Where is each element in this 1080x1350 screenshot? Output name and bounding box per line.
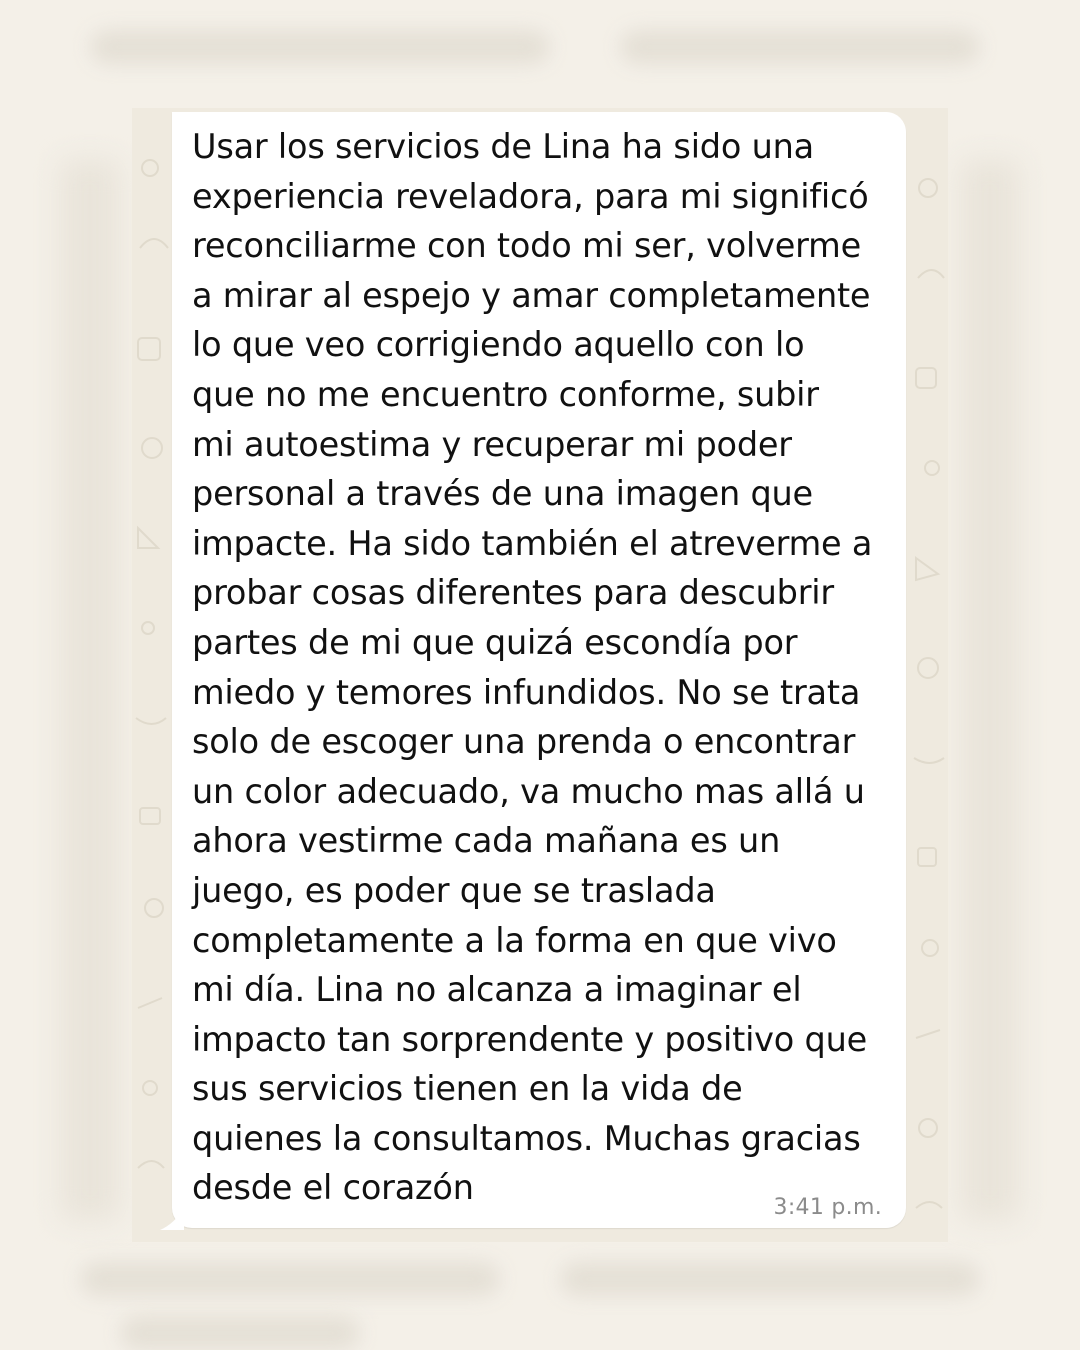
message-line: partes de mi que quizá escondía por <box>192 622 798 662</box>
message-line: impacto tan sorprendente y positivo que <box>192 1019 868 1059</box>
message-line: juego, es poder que se traslada <box>192 870 716 910</box>
message-line: ahora vestirme cada mañana es un <box>192 821 781 861</box>
blurred-background <box>90 30 550 64</box>
blurred-background <box>960 160 1020 1220</box>
message-line: miedo y temores infundidos. No se trata <box>192 672 861 712</box>
message-line: Usar los servicios de Lina ha sido una <box>192 127 814 166</box>
message-line: experiencia reveladora, para mi significó <box>192 176 869 216</box>
blurred-background <box>60 160 120 1220</box>
blurred-background <box>120 1316 360 1350</box>
bubble-tail <box>160 1208 184 1230</box>
message-line: quienes la consultamos. Muchas gracias <box>192 1118 861 1158</box>
message-line: reconciliarme con todo mi ser, volverme <box>192 226 861 266</box>
chat-panel <box>132 108 948 1242</box>
message-line: solo de escoger una prenda o encontrar <box>192 722 856 762</box>
message-line: completamente a la forma en que vivo <box>192 920 837 960</box>
message-line: desde el corazón <box>192 1168 474 1208</box>
message-line: probar cosas diferentes para descubrir <box>192 573 834 613</box>
blurred-background <box>80 1262 500 1296</box>
blurred-background <box>620 30 980 64</box>
message-line: un color adecuado, va mucho mas allá u <box>192 771 865 811</box>
message-line: lo que veo corrigiendo aquello con lo <box>192 325 805 365</box>
message-line: sus servicios tienen en la vida de <box>192 1069 743 1109</box>
blurred-background <box>560 1262 980 1296</box>
message-line: impacte. Ha sido también el atreverme a <box>192 523 873 563</box>
message-line: que no me encuentro conforme, subir <box>192 374 819 414</box>
message-text <box>192 122 892 1213</box>
message-timestamp: 3:41 p.m. <box>773 1195 882 1220</box>
message-bubble[interactable] <box>172 112 906 1228</box>
message-line: personal a través de una imagen que <box>192 474 813 514</box>
message-line: mi día. Lina no alcanza a imaginar el <box>192 970 802 1010</box>
message-line: mi autoestima y recuperar mi poder <box>192 424 792 464</box>
message-line: a mirar al espejo y amar completamente <box>192 275 871 315</box>
